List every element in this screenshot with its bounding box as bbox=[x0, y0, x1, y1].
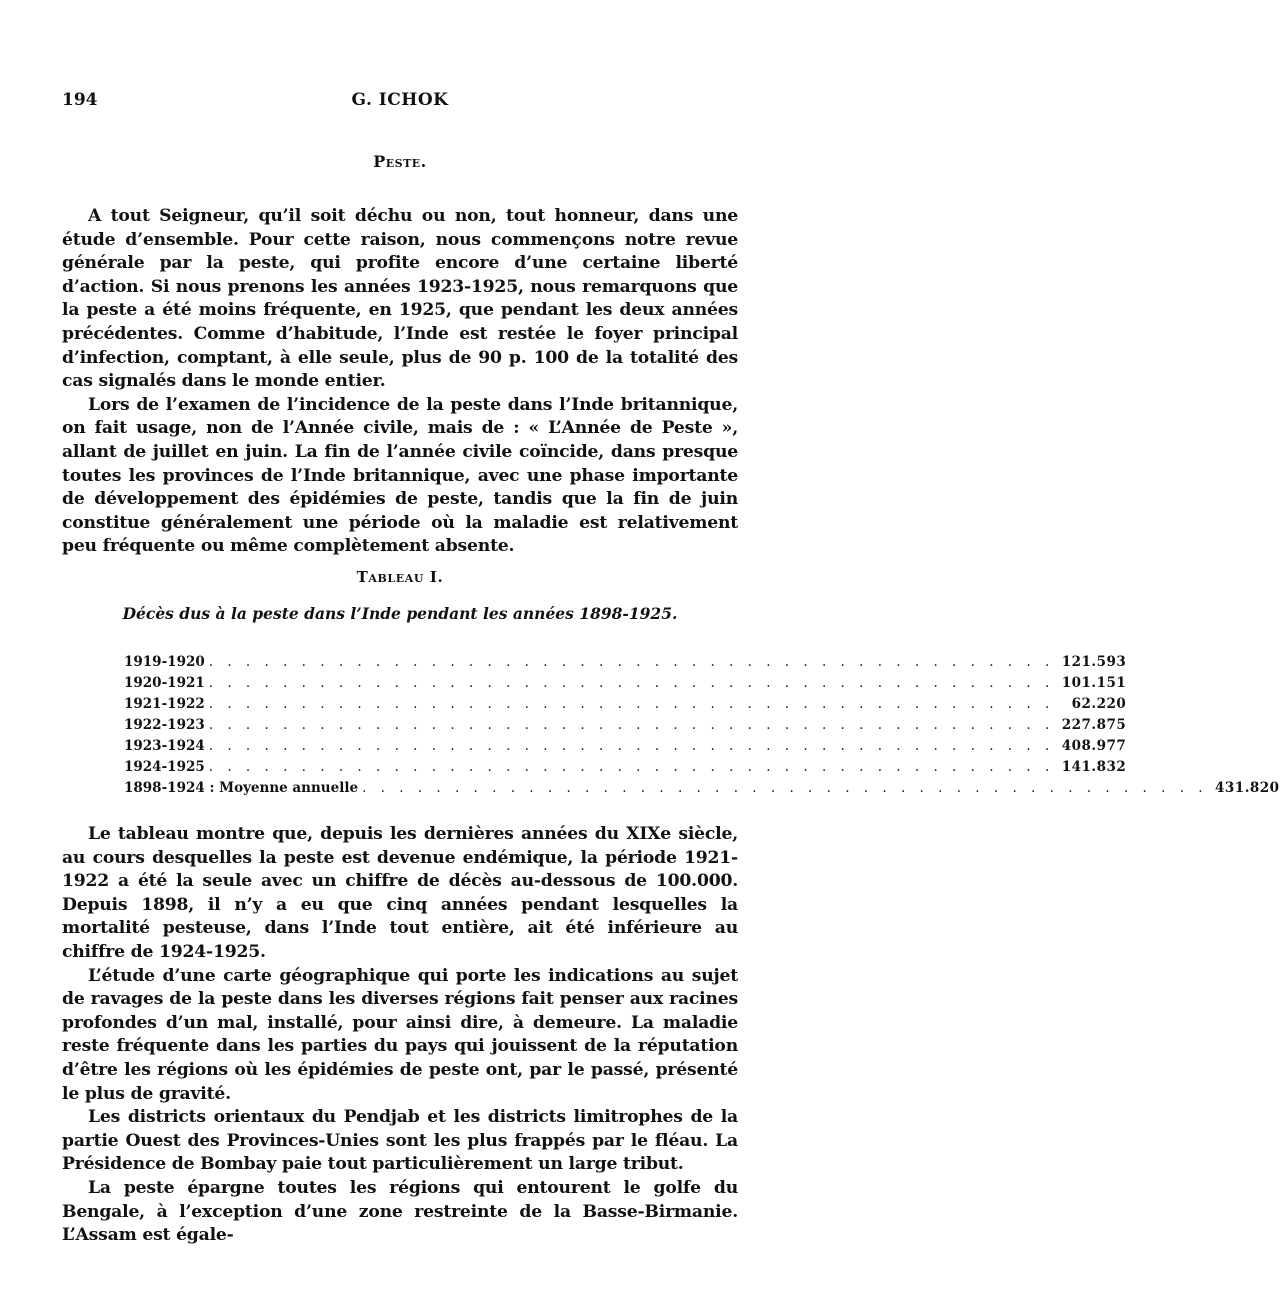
table-title: Tableau I. bbox=[356, 568, 444, 586]
row-label: 1924-1925 bbox=[124, 757, 209, 778]
dot-leader: . . . . . . . . . . . . . . . . . . . . . . . . . . . . . . . . . . . . . . . . . . . . . . bbox=[208, 675, 1055, 691]
paragraph: L’étude d’une carte géographique qui porte les indications au sujet de ravages de la peste dans les diverses régions fait penser aux racines profondes d’un mal, installé, pour ainsi dire, à demeure. La maladie reste fréquente dans les parties du pays qui jouissent de la réputation d’être les régions où les épidémies de peste ont, par le passé, présenté le plus de gravité. bbox=[62, 965, 738, 1104]
table-row bbox=[124, 673, 1127, 694]
row-value: 431.820 bbox=[1215, 780, 1280, 796]
paragraph: Lors de l’examen de l’incidence de la peste dans l’Inde britannique, on fait usage, non de l’Année civile, mais de : « L’Année de Peste », allant de juillet en juin. La fin de l’année civile coïncide, dans presque toutes les provinces de l’Inde britannique, avec une phase importante de développement des épidémies de peste, tandis que la fin de juin constitue généralement une période où la maladie est relativement peu fréquente ou même complètement absente. bbox=[62, 394, 738, 557]
row-label: 1922-1923 bbox=[124, 715, 209, 736]
paragraph: Le tableau montre que, depuis les dernières années du XIXe siècle, au cours desquelles la peste est devenue endémique, la période 1921-1922 a été la seule avec un chiffre de décès au-dessous de 100.000. Depuis 1898, il n’y a eu que cinq années pendant lesquelles la mortalité pesteuse, dans l’Inde tout entière, ait été inférieure au chiffre de 1924-1925. bbox=[62, 824, 738, 962]
running-header bbox=[62, 90, 738, 116]
paragraph: La peste épargne toutes les régions qui entourent le golfe du Bengale, à l’exception d’une zone restreinte de la Basse-Birmanie. L’Assam est égale- bbox=[62, 1177, 738, 1246]
dot-leader: . . . . . . . . . . . . . . . . . . . . . . . . . . . . . . . . . . . . . . . . . . . . . . bbox=[208, 759, 1055, 775]
dot-leader: . . . . . . . . . . . . . . . . . . . . . . . . . . . . . . . . . . . . . . . . . . . . . . bbox=[362, 780, 1208, 796]
row-value: 121.593 bbox=[1061, 654, 1127, 670]
row-value: 101.151 bbox=[1061, 675, 1127, 691]
deaths-table bbox=[124, 652, 1280, 799]
table-row bbox=[124, 778, 1280, 799]
body-text-after-table bbox=[62, 823, 738, 1248]
row-value: 227.875 bbox=[1061, 717, 1127, 733]
row-label: 1920-1921 bbox=[124, 673, 209, 694]
table-row bbox=[124, 652, 1127, 673]
table-row bbox=[124, 736, 1127, 757]
row-label: 1923-1924 bbox=[124, 736, 209, 757]
row-label: 1921-1922 bbox=[124, 694, 209, 715]
row-value: 408.977 bbox=[1061, 738, 1127, 754]
dot-leader: . . . . . . . . . . . . . . . . . . . . . . . . . . . . . . . . . . . . . . . . . . . . . . bbox=[208, 717, 1055, 733]
page-number: 194 bbox=[62, 90, 98, 110]
table-row bbox=[124, 757, 1127, 778]
row-value: 62.220 bbox=[1071, 696, 1127, 712]
body-text-before-table bbox=[62, 205, 738, 559]
author-name: G. ICHOK bbox=[351, 90, 449, 110]
row-value: 141.832 bbox=[1061, 759, 1127, 775]
paragraph: A tout Seigneur, qu’il soit déchu ou non, tout honneur, dans une étude d’ensemble. Pour cette raison, nous commençons notre revue générale par la peste, qui profite encore d’une certaine liberté d’action. Si nous prenons les années 1923-1925, nous remarquons que la peste a été moins fréquente, en 1925, que pendant les deux années précédentes. Comme d’habitude, l’Inde est restée le foyer principal d’infection, comptant, à elle seule, plus de 90 p. 100 de la totalité des cas signalés dans le monde entier. bbox=[62, 206, 738, 392]
table-row bbox=[124, 715, 1127, 736]
dot-leader: . . . . . . . . . . . . . . . . . . . . . . . . . . . . . . . . . . . . . . . . . . . . . . bbox=[208, 738, 1055, 754]
section-title: Peste. bbox=[373, 152, 427, 171]
table-caption: Décès dus à la peste dans l’Inde pendant les années 1898-1925. bbox=[122, 604, 678, 623]
row-label: 1919-1920 bbox=[124, 652, 209, 673]
row-label: 1898-1924 : Moyenne annuelle bbox=[124, 778, 362, 799]
dot-leader: . . . . . . . . . . . . . . . . . . . . . . . . . . . . . . . . . . . . . . . . . . . . . . bbox=[208, 696, 1055, 712]
dot-leader: . . . . . . . . . . . . . . . . . . . . . . . . . . . . . . . . . . . . . . . . . . . . . . bbox=[208, 654, 1055, 670]
table-row bbox=[124, 694, 1127, 715]
paragraph: Les districts orientaux du Pendjab et les districts limitrophes de la partie Ouest des Provinces-Unies sont les plus frappés par le fléau. La Présidence de Bombay paie tout particulièrement un large tribut. bbox=[62, 1107, 738, 1175]
